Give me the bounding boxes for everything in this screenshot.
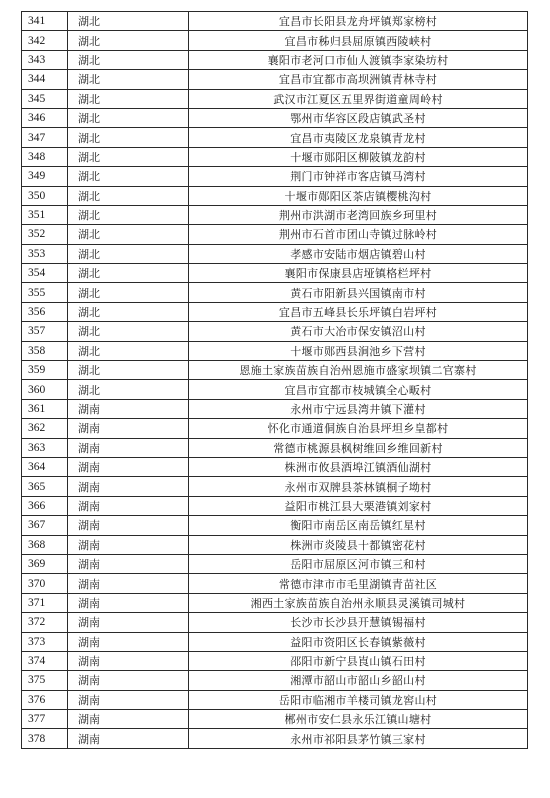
row-number: 355 [22, 283, 68, 302]
row-number: 368 [22, 535, 68, 554]
village-name-cell: 宜昌市宜都市高坝洲镇青林寺村 [189, 70, 528, 89]
village-list-table [21, 11, 528, 749]
table-row [22, 419, 528, 438]
table-row [22, 690, 528, 709]
table-row [22, 264, 528, 283]
province-cell: 湖北 [68, 50, 189, 69]
row-number: 347 [22, 128, 68, 147]
table-row [22, 632, 528, 651]
row-number: 365 [22, 477, 68, 496]
province-cell: 湖北 [68, 361, 189, 380]
village-name-cell: 常德市桃源县枫树维回乡维回新村 [189, 438, 528, 457]
table-row [22, 477, 528, 496]
row-number: 358 [22, 341, 68, 360]
village-name-cell: 岳阳市屈原区河市镇三和村 [189, 554, 528, 573]
village-name-cell: 宜昌市秭归县屈原镇西陵峡村 [189, 31, 528, 50]
province-cell: 湖南 [68, 516, 189, 535]
row-number: 364 [22, 457, 68, 476]
province-cell: 湖北 [68, 244, 189, 263]
table-row [22, 496, 528, 515]
row-number: 341 [22, 12, 68, 31]
table-row [22, 438, 528, 457]
row-number: 348 [22, 147, 68, 166]
village-name-cell: 永州市双牌县茶林镇桐子坳村 [189, 477, 528, 496]
village-name-cell: 恩施土家族苗族自治州恩施市盛家坝镇二官寨村 [189, 361, 528, 380]
village-name-cell: 衡阳市南岳区南岳镇红星村 [189, 516, 528, 535]
village-name-cell: 株洲市炎陵县十都镇密花村 [189, 535, 528, 554]
row-number: 362 [22, 419, 68, 438]
table-row [22, 50, 528, 69]
row-number: 378 [22, 729, 68, 748]
province-cell: 湖南 [68, 632, 189, 651]
table-row [22, 167, 528, 186]
table-row [22, 651, 528, 670]
village-name-cell: 宜昌市夷陵区龙泉镇青龙村 [189, 128, 528, 147]
row-number: 353 [22, 244, 68, 263]
table-row [22, 225, 528, 244]
table-row [22, 108, 528, 127]
table-row [22, 554, 528, 573]
village-name-cell: 湘潭市韶山市韶山乡韶山村 [189, 671, 528, 690]
province-cell: 湖北 [68, 147, 189, 166]
table-row [22, 613, 528, 632]
row-number: 357 [22, 322, 68, 341]
table-row [22, 671, 528, 690]
table-row [22, 205, 528, 224]
province-cell: 湖北 [68, 341, 189, 360]
table-row [22, 186, 528, 205]
table-row [22, 302, 528, 321]
table-row [22, 89, 528, 108]
village-name-cell: 黄石市大冶市保安镇沼山村 [189, 322, 528, 341]
province-cell: 湖南 [68, 457, 189, 476]
row-number: 370 [22, 574, 68, 593]
province-cell: 湖北 [68, 89, 189, 108]
table-row [22, 244, 528, 263]
row-number: 351 [22, 205, 68, 224]
village-name-cell: 株洲市攸县酒埠江镇酒仙湖村 [189, 457, 528, 476]
table-row [22, 12, 528, 31]
province-cell: 湖北 [68, 108, 189, 127]
row-number: 367 [22, 516, 68, 535]
village-name-cell: 岳阳市临湘市羊楼司镇龙窖山村 [189, 690, 528, 709]
province-cell: 湖北 [68, 380, 189, 399]
row-number: 356 [22, 302, 68, 321]
village-name-cell: 黄石市阳新县兴国镇南市村 [189, 283, 528, 302]
village-name-cell: 孝感市安陆市烟店镇碧山村 [189, 244, 528, 263]
table-row [22, 574, 528, 593]
province-cell: 湖北 [68, 31, 189, 50]
row-number: 374 [22, 651, 68, 670]
province-cell: 湖南 [68, 477, 189, 496]
province-cell: 湖北 [68, 205, 189, 224]
village-name-cell: 益阳市桃江县大栗港镇刘家村 [189, 496, 528, 515]
province-cell: 湖南 [68, 651, 189, 670]
province-cell: 湖南 [68, 613, 189, 632]
province-cell: 湖北 [68, 70, 189, 89]
table-row [22, 593, 528, 612]
village-name-cell: 襄阳市老河口市仙人渡镇李家染坊村 [189, 50, 528, 69]
village-name-cell: 常德市津市市毛里湖镇青苗社区 [189, 574, 528, 593]
table-row [22, 399, 528, 418]
village-name-cell: 荆州市洪湖市老湾回族乡珂里村 [189, 205, 528, 224]
village-name-cell: 郴州市安仁县永乐江镇山塘村 [189, 710, 528, 729]
row-number: 375 [22, 671, 68, 690]
province-cell: 湖北 [68, 128, 189, 147]
row-number: 360 [22, 380, 68, 399]
province-cell: 湖北 [68, 12, 189, 31]
village-name-cell: 湘西土家族苗族自治州永顺县灵溪镇司城村 [189, 593, 528, 612]
table-body [22, 12, 528, 749]
province-cell: 湖南 [68, 496, 189, 515]
row-number: 354 [22, 264, 68, 283]
province-cell: 湖北 [68, 167, 189, 186]
row-number: 344 [22, 70, 68, 89]
table-row [22, 361, 528, 380]
row-number: 371 [22, 593, 68, 612]
village-name-cell: 武汉市江夏区五里界街道童周岭村 [189, 89, 528, 108]
table-row [22, 322, 528, 341]
province-cell: 湖南 [68, 399, 189, 418]
row-number: 342 [22, 31, 68, 50]
row-number: 377 [22, 710, 68, 729]
row-number: 352 [22, 225, 68, 244]
province-cell: 湖南 [68, 690, 189, 709]
province-cell: 湖北 [68, 225, 189, 244]
row-number: 361 [22, 399, 68, 418]
province-cell: 湖南 [68, 729, 189, 748]
village-name-cell: 宜昌市长阳县龙舟坪镇郑家榜村 [189, 12, 528, 31]
row-number: 346 [22, 108, 68, 127]
table-row [22, 380, 528, 399]
row-number: 376 [22, 690, 68, 709]
province-cell: 湖南 [68, 419, 189, 438]
village-name-cell: 邵阳市新宁县崀山镇石田村 [189, 651, 528, 670]
village-name-cell: 怀化市通道侗族自治县坪坦乡皇都村 [189, 419, 528, 438]
table-row [22, 710, 528, 729]
village-name-cell: 十堰市郧阳区柳陂镇龙韵村 [189, 147, 528, 166]
table-row [22, 535, 528, 554]
row-number: 369 [22, 554, 68, 573]
province-cell: 湖南 [68, 574, 189, 593]
table-row [22, 31, 528, 50]
province-cell: 湖北 [68, 322, 189, 341]
row-number: 349 [22, 167, 68, 186]
table-row [22, 128, 528, 147]
village-name-cell: 宜昌市五峰县长乐坪镇白岩坪村 [189, 302, 528, 321]
province-cell: 湖北 [68, 186, 189, 205]
village-name-cell: 荆门市钟祥市客店镇马湾村 [189, 167, 528, 186]
row-number: 372 [22, 613, 68, 632]
table-row [22, 341, 528, 360]
province-cell: 湖北 [68, 283, 189, 302]
row-number: 350 [22, 186, 68, 205]
village-name-cell: 宜昌市宜都市枝城镇全心畈村 [189, 380, 528, 399]
province-cell: 湖北 [68, 302, 189, 321]
province-cell: 湖南 [68, 593, 189, 612]
table-row [22, 516, 528, 535]
table-row [22, 147, 528, 166]
province-cell: 湖北 [68, 264, 189, 283]
village-name-cell: 襄阳市保康县店垭镇格栏坪村 [189, 264, 528, 283]
village-name-cell: 益阳市资阳区长春镇紫薇村 [189, 632, 528, 651]
province-cell: 湖南 [68, 671, 189, 690]
row-number: 363 [22, 438, 68, 457]
row-number: 343 [22, 50, 68, 69]
village-name-cell: 十堰市郧西县涧池乡下营村 [189, 341, 528, 360]
village-name-cell: 永州市宁远县湾井镇下灌村 [189, 399, 528, 418]
province-cell: 湖南 [68, 438, 189, 457]
row-number: 366 [22, 496, 68, 515]
village-name-cell: 鄂州市华容区段店镇武圣村 [189, 108, 528, 127]
row-number: 359 [22, 361, 68, 380]
province-cell: 湖南 [68, 710, 189, 729]
village-name-cell: 荆州市石首市团山寺镇过脉岭村 [189, 225, 528, 244]
table-row [22, 729, 528, 748]
table-row [22, 70, 528, 89]
province-cell: 湖南 [68, 554, 189, 573]
province-cell: 湖南 [68, 535, 189, 554]
village-name-cell: 十堰市郧阳区茶店镇樱桃沟村 [189, 186, 528, 205]
row-number: 373 [22, 632, 68, 651]
table-row [22, 457, 528, 476]
row-number: 345 [22, 89, 68, 108]
table-row [22, 283, 528, 302]
village-name-cell: 长沙市长沙县开慧镇锡福村 [189, 613, 528, 632]
village-name-cell: 永州市祁阳县茅竹镇三家村 [189, 729, 528, 748]
